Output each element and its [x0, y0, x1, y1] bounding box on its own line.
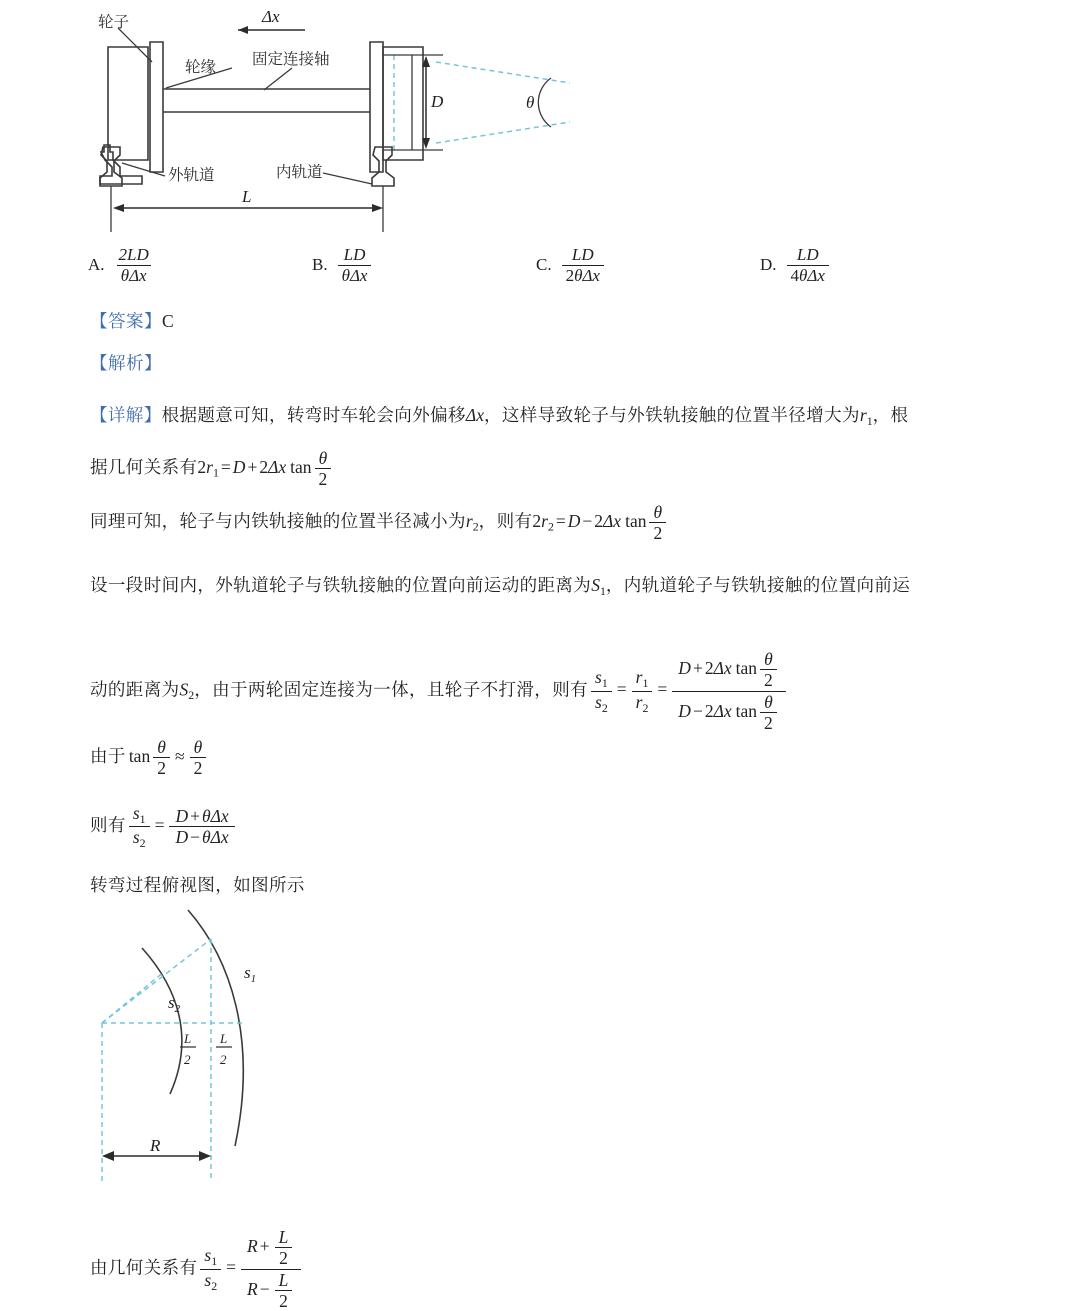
figure-wheelset-front-view [0, 0, 640, 232]
detail-p3-r2: r [465, 510, 473, 531]
figure2-label-s1: $s_1$ [244, 963, 257, 985]
detail-p5-num-plus: + [692, 657, 703, 678]
detail-p5-r1-over-r2 [632, 668, 653, 714]
detail-p4-S1: S [591, 575, 600, 595]
detail-p4-S1-sub: 1 [599, 583, 606, 598]
detail-paragraph-6 [90, 738, 209, 778]
detail-paragraph-3 [90, 503, 669, 543]
detail-p7-s1: s [132, 803, 140, 823]
option-b-expression [338, 246, 372, 285]
detail-p7-num-D: D [175, 805, 189, 826]
figure-turning-top-view [80, 898, 400, 1198]
detail-p5-num-2: 2 [704, 657, 714, 678]
detail-p2-tan: tan [290, 456, 312, 477]
detail-p6-text: 由于 [90, 746, 126, 767]
detail-p7-equals: = [154, 814, 165, 835]
detail-p3-r-sub: 2 [547, 519, 554, 534]
detail-p1-text-b: ，这样导致轮子与外铁轨接触的位置半径增大为 [483, 406, 860, 426]
option-a[interactable] [88, 246, 156, 285]
option-d-expression [787, 246, 829, 285]
detail-p5-den-D: D [678, 700, 691, 721]
detail-p6-tan: tan [128, 745, 151, 766]
detail-p2-theta: θ [318, 448, 328, 468]
detail-p2-equals: = [220, 456, 231, 477]
detail-p7-num-plus: + [190, 805, 200, 826]
detail-p3-D: D [567, 510, 581, 531]
option-b-denom-theta: θ [341, 265, 350, 285]
figure1-label-D: D [431, 92, 444, 111]
detail-paragraph-5 [90, 650, 789, 733]
detail-p7-text: 则有 [90, 815, 126, 836]
option-d-denom-theta: θ [799, 265, 808, 285]
detail-p5-num-dx: Δx [713, 657, 732, 678]
detail-p6-two-2: 2 [193, 758, 203, 779]
detail-p5-r1: r [635, 667, 643, 688]
detail-p2-denom-2: 2 [318, 469, 328, 490]
detail-p6-two-1: 2 [157, 758, 166, 779]
detail-p9-equals: = [226, 1257, 237, 1278]
detail-paragraph-2 [90, 449, 334, 489]
detail-p5-s2: s [595, 691, 602, 712]
detail-p3-denom-2: 2 [653, 523, 663, 544]
detail-p2-r-sub: 1 [212, 465, 219, 480]
detail-p5-s2-sub: 2 [601, 700, 608, 715]
option-c-numerator: LD [571, 245, 594, 264]
answer-options [88, 240, 988, 292]
detail-p9-den-2: 2 [279, 1291, 288, 1311]
detail-p5-r2: r [635, 691, 643, 712]
option-d-letter: D. [760, 255, 777, 275]
answer-value: C [162, 311, 174, 331]
detail-p5-text-b: ，由于两轮固定连接为一体，且轮子不打滑，则有 [194, 680, 589, 701]
detail-p9-s1-sub: 1 [211, 1254, 218, 1269]
detail-p3-coef: 2 [532, 510, 542, 531]
detail-p2-text: 据几何关系有 [90, 457, 198, 478]
detail-p8-text: 转弯过程俯视图，如图所示 [90, 876, 305, 896]
detail-p9-s1: s [204, 1245, 212, 1266]
figure1-label-inner-rail: 内轨道 [276, 163, 323, 181]
detail-p6-theta-over-2-right [190, 738, 207, 778]
detail-p1-r1-sub: 1 [866, 413, 873, 428]
detail-p5-den-minus: − [692, 700, 703, 721]
analysis-line [90, 350, 162, 377]
detail-p9-num-2: 2 [279, 1248, 288, 1269]
detail-p6-theta-1: θ [157, 737, 166, 757]
figure1-label-flange: 轮缘 [185, 58, 217, 76]
detail-p5-num-theta-over-2 [760, 650, 777, 690]
option-d-numerator: LD [796, 245, 819, 264]
detail-p5-big-fraction [672, 650, 785, 733]
option-d-denom-coef: 4 [790, 265, 800, 285]
detail-paragraph-4 [90, 572, 910, 601]
detail-p5-num-D: D [678, 657, 691, 678]
detail-p1-text-c: ，根 [872, 406, 909, 426]
detail-p9-s2: s [204, 1269, 212, 1290]
detail-p6-approx: ≈ [174, 745, 185, 766]
detail-p2-theta-over-2 [315, 449, 332, 489]
detail-p5-den-theta-over-2 [760, 693, 777, 733]
detail-p2-dx: Δx [268, 456, 287, 477]
figure1-label-fixed-axle: 固定连接轴 [252, 50, 330, 68]
option-b-letter: B. [312, 255, 328, 275]
detail-p1-delta-x: Δx [465, 405, 484, 425]
svg-text:L: L [184, 1031, 192, 1046]
detail-tag: 【详解】 [90, 406, 162, 426]
detail-paragraph-8 [90, 872, 305, 899]
detail-p9-den-L-over-2 [275, 1271, 293, 1311]
answer-line [90, 308, 174, 335]
svg-text:2: 2 [184, 1052, 191, 1067]
detail-p3-theta-over-2 [649, 503, 666, 543]
detail-p5-r1-sub: 1 [642, 676, 649, 691]
detail-p5-s1-over-s2 [591, 668, 612, 714]
detail-p7-den-minus: − [190, 827, 200, 848]
detail-p9-num-L: L [278, 1227, 289, 1247]
option-b-denom-rest: Δx [349, 265, 368, 285]
detail-p9-num-plus: + [259, 1235, 270, 1256]
figure1-label-delta-x: Δx [262, 7, 280, 26]
option-c-denom-theta: θ [574, 265, 583, 285]
detail-p5-S2-sub: 2 [188, 688, 195, 703]
detail-paragraph-7 [90, 804, 238, 850]
option-d-denom-rest: Δx [807, 265, 825, 285]
detail-p4-text-a: 设一段时间内，外轨道轮子与铁轨接触的位置向前运动的距离为 [90, 576, 592, 596]
option-d[interactable] [760, 246, 832, 285]
detail-p5-num-theta: θ [764, 649, 773, 669]
option-c-denom-coef: 2 [565, 265, 575, 285]
detail-p7-s2-sub: 2 [139, 836, 146, 851]
detail-p3-theta: θ [653, 502, 663, 522]
detail-paragraph-9 [90, 1228, 304, 1311]
detail-p9-s1-over-s2 [200, 1246, 221, 1292]
detail-p9-fraction [241, 1228, 301, 1311]
figure2-inner-arc-path [142, 948, 182, 1094]
option-c-expression [562, 246, 604, 285]
option-c-denom-rest: Δx [582, 265, 600, 285]
detail-p3-text-b: ，则有 [478, 511, 533, 532]
detail-p6-theta-2: θ [193, 737, 203, 757]
detail-p5-s1: s [595, 667, 602, 688]
detail-p2-coef: 2 [197, 456, 207, 477]
detail-p5-den-2: 2 [704, 700, 714, 721]
figure2-label-s2: $s_2$ [168, 993, 181, 1015]
detail-p1-text-a: 根据题意可知，转弯时车轮会向外偏移 [161, 406, 466, 426]
detail-p3-two: 2 [594, 510, 604, 531]
detail-p5-equals-1: = [616, 679, 627, 700]
option-a-denom-theta: θ [120, 265, 130, 285]
detail-p9-den-minus: − [259, 1278, 270, 1299]
figure1-label-wheel: 轮子 [98, 13, 130, 31]
svg-text:L: L [220, 1031, 228, 1046]
detail-p5-text-a: 动的距离为 [90, 680, 180, 701]
detail-p7-s1-sub: 1 [139, 811, 146, 826]
answer-tag: 【答案】 [90, 312, 162, 332]
detail-p3-equals: = [555, 510, 566, 531]
detail-p9-text: 由几何关系有 [90, 1258, 198, 1279]
detail-p2-D: D [232, 456, 246, 477]
option-c[interactable] [536, 246, 607, 285]
detail-p7-s2: s [132, 827, 140, 848]
detail-p7-den-theta: θ [201, 827, 211, 848]
option-b[interactable] [312, 246, 374, 285]
figure1-label-outer-rail: 外轨道 [168, 166, 215, 184]
detail-p1-r1: r [859, 405, 867, 425]
detail-p5-num-two: 2 [764, 670, 773, 691]
option-a-numerator: 2LD [118, 245, 149, 264]
figure1-label-L: L [242, 187, 252, 206]
option-c-letter: C. [536, 255, 552, 275]
detail-p9-s2-sub: 2 [211, 1278, 218, 1293]
detail-p5-s1-sub: 1 [601, 676, 608, 691]
detail-p5-equals-2: = [657, 679, 668, 700]
option-b-numerator: LD [343, 245, 366, 264]
analysis-tag: 【解析】 [90, 354, 162, 374]
detail-p7-den-D: D [175, 827, 189, 848]
detail-p9-num-L-over-2 [275, 1228, 293, 1268]
detail-p9-den-L: L [278, 1269, 289, 1290]
figure1-label-theta: θ [526, 93, 535, 112]
detail-p7-num-dx: Δx [210, 805, 229, 826]
detail-p2-plus: + [247, 456, 258, 477]
detail-p5-num-tan: tan [735, 657, 757, 678]
detail-p5-S2: S [179, 679, 189, 700]
detail-p7-fraction [169, 807, 234, 847]
detail-p7-num-theta: θ [201, 805, 211, 826]
option-a-expression [115, 246, 153, 285]
detail-paragraph-1 [90, 402, 908, 431]
detail-p3-r2-sub: 2 [472, 519, 479, 534]
detail-p3-tan: tan [625, 510, 647, 531]
detail-p5-den-two: 2 [764, 713, 773, 734]
detail-p2-r: r [206, 456, 213, 477]
figure2-label-half-gauge-right [216, 1031, 232, 1067]
option-a-letter: A. [88, 255, 105, 275]
figure2-outer-arc-path [188, 910, 243, 1146]
detail-p7-s1-over-s2 [129, 804, 150, 850]
detail-p5-r2-sub: 2 [642, 700, 649, 715]
detail-p3-dx: Δx [603, 510, 622, 531]
detail-p3-r: r [541, 510, 548, 531]
detail-p3-minus: − [582, 510, 593, 531]
option-a-denom-rest: Δx [129, 265, 147, 285]
detail-p5-den-tan: tan [735, 700, 757, 721]
detail-p4-text-b: ，内轨道轮子与铁轨接触的位置向前运 [605, 576, 911, 596]
detail-p6-theta-over-2-left [153, 738, 170, 778]
svg-text:2: 2 [220, 1052, 227, 1067]
detail-p7-den-dx: Δx [210, 827, 229, 848]
figure2-label-R: R [150, 1136, 161, 1155]
detail-p5-den-dx: Δx [713, 700, 732, 721]
detail-p2-two: 2 [259, 456, 269, 477]
detail-p9-num-R: R [247, 1235, 258, 1256]
detail-p5-den-theta: θ [764, 691, 773, 712]
detail-p9-den-R: R [247, 1278, 258, 1299]
detail-p3-text-a: 同理可知，轮子与内铁轨接触的位置半径减小为 [90, 511, 466, 532]
